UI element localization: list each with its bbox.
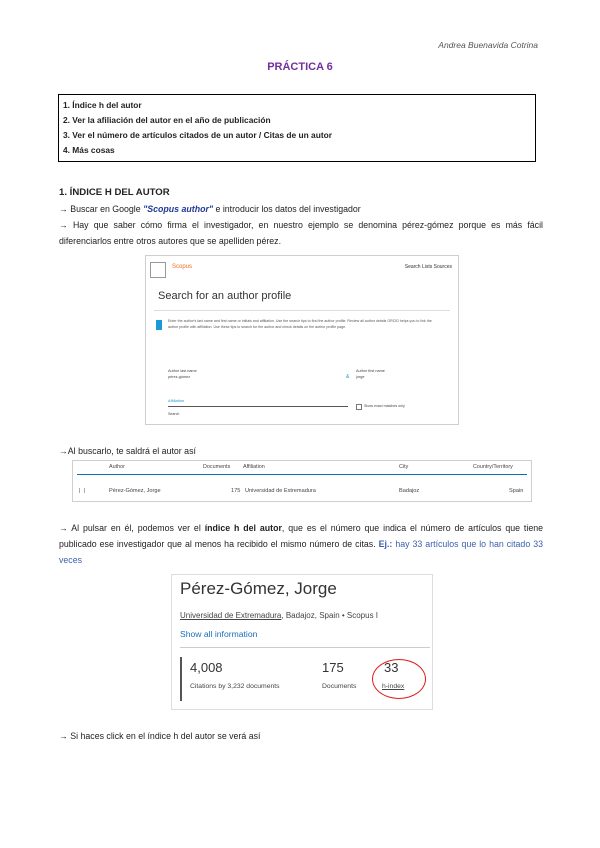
search-button: Search <box>168 412 180 416</box>
document-author: Andrea Buenavida Cotrina <box>438 40 538 50</box>
info-icon <box>156 320 162 330</box>
header-rule <box>77 474 527 475</box>
scopus-nav: Search Lists Sources <box>404 264 452 270</box>
paragraph-google-search: → Buscar en Google "Scopus author" e introducir los datos del investigador <box>59 204 361 214</box>
cell-author: Pérez-Gómez, Jorge <box>109 488 161 494</box>
scopus-search-screenshot <box>145 255 459 425</box>
first-name-field: Author first name jorge <box>356 369 385 379</box>
col-header-documents: Documents <box>203 464 231 470</box>
toc-item: 4. Más cosas <box>63 145 115 155</box>
paragraph-h-index: → Al pulsar en él, podemos ver el índice h del autor, que es el número que indica el número de artículos que tiene publicado ese investigador que al menos ha recibido el mismo número de citas. Ej.: hay 33 artículos que lo han citado 33 veces <box>59 523 543 565</box>
paragraph-search-result: →Al buscarlo, te saldrá el autor así <box>59 446 196 456</box>
author-results-screenshot <box>72 460 532 502</box>
metrics-bar <box>180 657 182 701</box>
affiliation-input-line <box>168 406 348 407</box>
last-name-field: Author last name pérez-gómez <box>168 369 197 379</box>
cell-country: Spain <box>509 488 524 494</box>
documents-value: 175 <box>322 660 344 675</box>
col-header-affiliation: Affiliation <box>243 464 265 470</box>
show-all-link: Show all information <box>180 629 258 639</box>
paragraph-signature: → Hay que saber cómo firma el investigador, en nuestro ejemplo se denomina pérez-gómez porque es más fácil diferenciarlos entre otros autores que se apelliden pérez. <box>59 220 543 246</box>
toc-item: 2. Ver la afiliación del autor en el año de publicación <box>63 115 271 125</box>
citations-label: Citations by 3,232 documents <box>190 683 280 690</box>
section-heading: 1. ÍNDICE H DEL AUTOR <box>59 187 170 198</box>
exact-match-label: Show exact matches only <box>364 404 405 408</box>
h-index-value: 33 <box>384 660 399 675</box>
search-query: "Scopus author" <box>143 204 214 214</box>
highlight-circle <box>372 659 426 699</box>
profile-affiliation: Universidad de Extremadura, Badajoz, Spain • Scopus I <box>180 611 379 620</box>
citations-value: 4,008 <box>190 660 223 675</box>
col-header-country: Country/Territory <box>473 464 513 470</box>
h-index-label: h-index <box>382 683 405 690</box>
page-title: PRÁCTICA 6 <box>267 61 333 73</box>
divider <box>154 310 450 311</box>
cell-affiliation: Universidad de Extremadura <box>245 488 316 494</box>
paragraph-click-h-index: → Si haces click en el índice h del autor se verá así <box>59 731 261 741</box>
affiliation-label: Affiliation <box>168 398 185 403</box>
col-header-city: City <box>399 464 409 470</box>
exact-match-checkbox <box>356 404 362 410</box>
cell-city: Badajoz <box>399 488 420 494</box>
table-of-contents <box>58 94 536 162</box>
author-profile-screenshot <box>171 574 433 710</box>
search-heading: Search for an author profile <box>158 290 292 302</box>
cell-documents: 175 <box>231 488 241 494</box>
documents-label: Documents <box>322 683 357 690</box>
elsevier-logo-icon <box>150 262 166 278</box>
scopus-brand: Scopus <box>172 264 193 270</box>
row-checkbox-icon: | | <box>79 488 86 494</box>
divider <box>180 647 430 648</box>
toc-item: 3. Ver el número de artículos citados de un autor / Citas de un autor <box>63 130 332 140</box>
toc-item: 1. Índice h del autor <box>63 100 142 110</box>
search-info-text: Enter the author's last name and first name or initials and affiliation. Use the search tips to find the author profile. Review all author details ORCID helps you to link the author profile with affiliation. Use these tips to search for the author and check details on the author profile page. <box>168 319 432 329</box>
ampersand: & <box>346 374 350 380</box>
col-header-author: Author <box>109 464 125 470</box>
profile-name: Pérez-Gómez, Jorge <box>180 579 337 598</box>
